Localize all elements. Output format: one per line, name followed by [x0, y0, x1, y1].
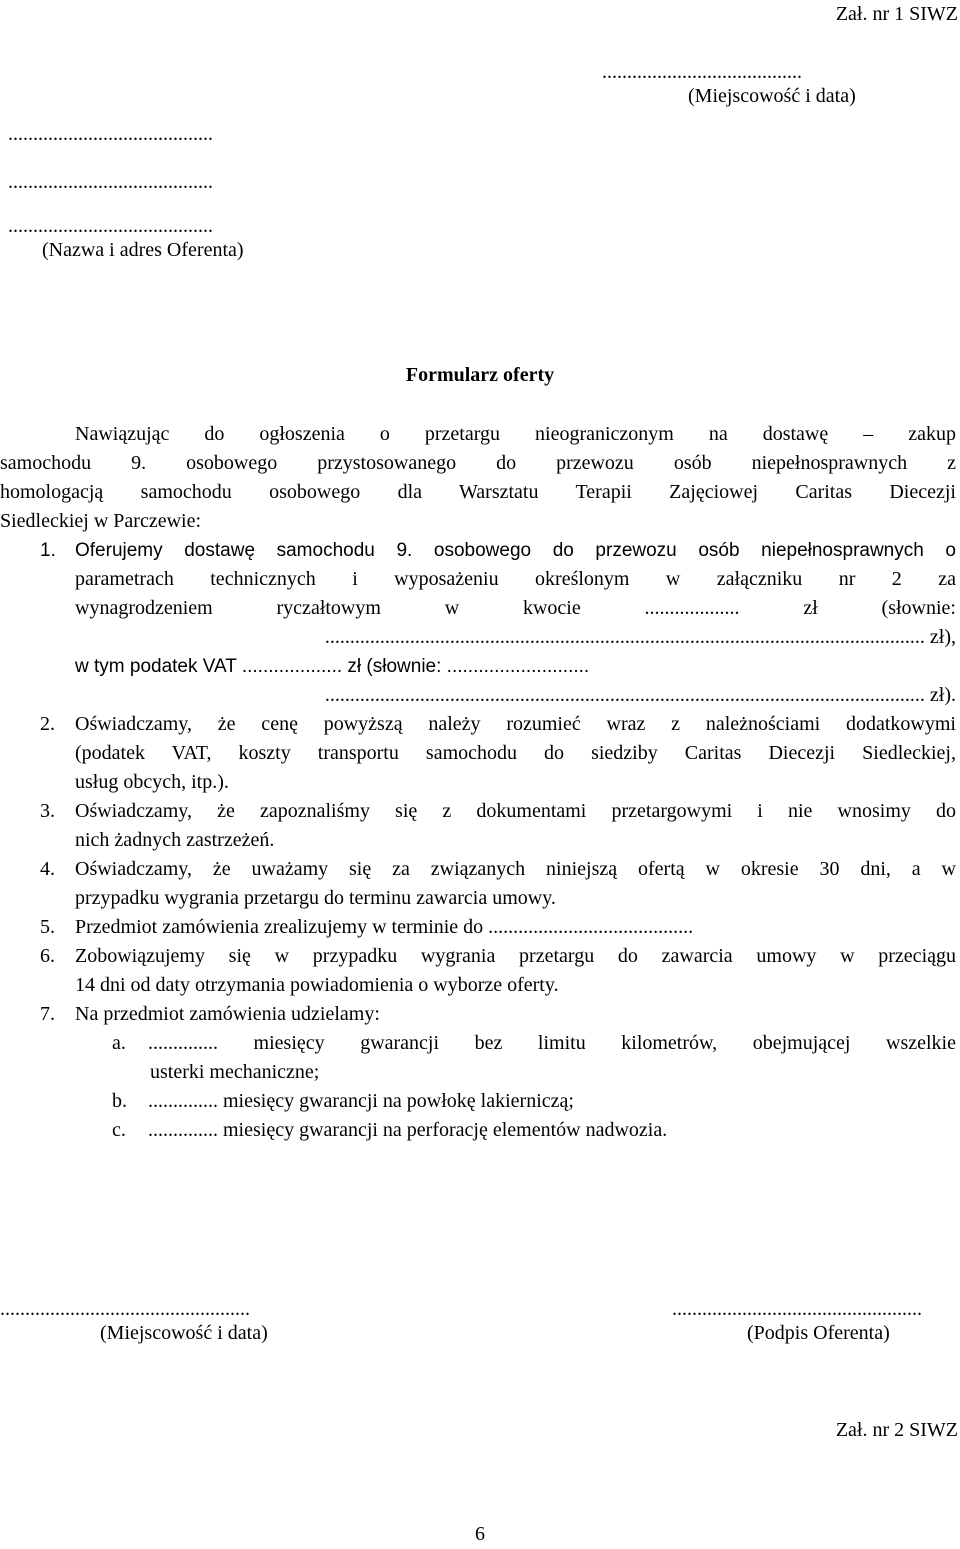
- signature-sign-label: (Podpis Oferenta): [747, 1322, 890, 1344]
- item-line: parametrach technicznych i wyposażeniu określonym w załączniku nr 2 za: [75, 568, 956, 590]
- item-line: Oświadczamy, że zapoznaliśmy się z dokumentami przetargowymi i nie wnosimy do: [75, 800, 956, 822]
- offerer-dots-line: .........................................: [8, 215, 213, 237]
- attachment-label: Zał. nr 2 SIWZ: [835, 1419, 958, 1441]
- subitem-line: .............. miesięcy gwarancji na perforację elementów nadwozia.: [148, 1119, 668, 1141]
- subitem-line: .............. miesięcy gwarancji bez limitu kilometrów, obejmującej wszelkie: [148, 1032, 956, 1054]
- signature-place-dots: ..................................................: [0, 1298, 250, 1320]
- subitem-letter: a.: [112, 1032, 126, 1054]
- item-line: wynagrodzeniem ryczałtowym w kwocie ................... zł (słownie:: [75, 597, 956, 619]
- intro-line: Nawiązując do ogłoszenia o przetargu nieograniczonym na dostawę – zakup: [75, 423, 956, 445]
- item-number: 6.: [40, 945, 55, 967]
- subitem-line: .............. miesięcy gwarancji na powłokę lakierniczą;: [148, 1090, 574, 1112]
- item-line: usług obcych, itp.).: [75, 771, 229, 793]
- item-line: ........................................................................................................................ zł).: [324, 684, 956, 706]
- offerer-dots-line: .........................................: [8, 123, 213, 145]
- item-number: 7.: [40, 1003, 55, 1025]
- item-line: (podatek VAT, koszty transportu samochodu do siedziby Caritas Diecezji Siedleckiej,: [75, 742, 956, 764]
- subitem-letter: b.: [112, 1090, 127, 1112]
- place-date-dots: ........................................: [602, 61, 802, 83]
- signature-sign-dots: ..................................................: [672, 1298, 922, 1320]
- intro-line: Siedleckiej w Parczewie:: [0, 510, 202, 532]
- item-line: Na przedmiot zamówienia udzielamy:: [75, 1003, 380, 1025]
- item-number: 3.: [40, 800, 55, 822]
- item-line: 14 dni od daty otrzymania powiadomienia o wyborze oferty.: [75, 974, 559, 996]
- item-line: ........................................................................................................................ zł),: [324, 626, 956, 648]
- attachment-label: Zał. nr 1 SIWZ: [835, 3, 958, 25]
- item-line: Oświadczamy, że uważamy się za związanych niniejszą ofertą w okresie 30 dni, a w: [75, 858, 956, 880]
- item-text: Oferujemy dostawę samochodu 9. osobowego do przewozu osób niepełnosprawnych o: [75, 540, 956, 561]
- subitem-letter: c.: [112, 1119, 126, 1141]
- item-line: nich żadnych zastrzeżeń.: [75, 829, 275, 851]
- item-line: Oświadczamy, że cenę powyższą należy rozumieć wraz z należnościami dodatkowymi: [75, 713, 956, 735]
- intro-line: samochodu 9. osobowego przystosowanego do przewozu osób niepełnosprawnych z: [0, 452, 956, 474]
- signature-place-label: (Miejscowość i data): [100, 1322, 268, 1344]
- item-number: 2.: [40, 713, 55, 735]
- item-number: 1.: [40, 540, 56, 561]
- item-line: w tym podatek VAT ................... zł (słownie: ...........................: [75, 656, 590, 677]
- offerer-label: (Nazwa i adres Oferenta): [42, 239, 244, 261]
- subitem-line: usterki mechaniczne;: [150, 1061, 320, 1083]
- intro-line: homologacją samochodu osobowego dla Warsztatu Terapii Zajęciowej Caritas Diecezji: [0, 481, 956, 503]
- item-line: przypadku wygrania przetargu do terminu zawarcia umowy.: [75, 887, 556, 909]
- place-date-label: (Miejscowość i data): [688, 85, 856, 107]
- item-number: 5.: [40, 916, 55, 938]
- item-line: [75, 536, 956, 565]
- page-number: 6: [475, 1523, 485, 1545]
- offerer-dots-line: .........................................: [8, 171, 213, 193]
- item-line: Zobowiązujemy się w przypadku wygrania przetargu do zawarcia umowy w przeciągu: [75, 945, 956, 967]
- form-title: Formularz oferty: [405, 364, 555, 386]
- item-number: 4.: [40, 858, 55, 880]
- item-line: Przedmiot zamówienia zrealizujemy w terminie do .........................................: [75, 916, 694, 938]
